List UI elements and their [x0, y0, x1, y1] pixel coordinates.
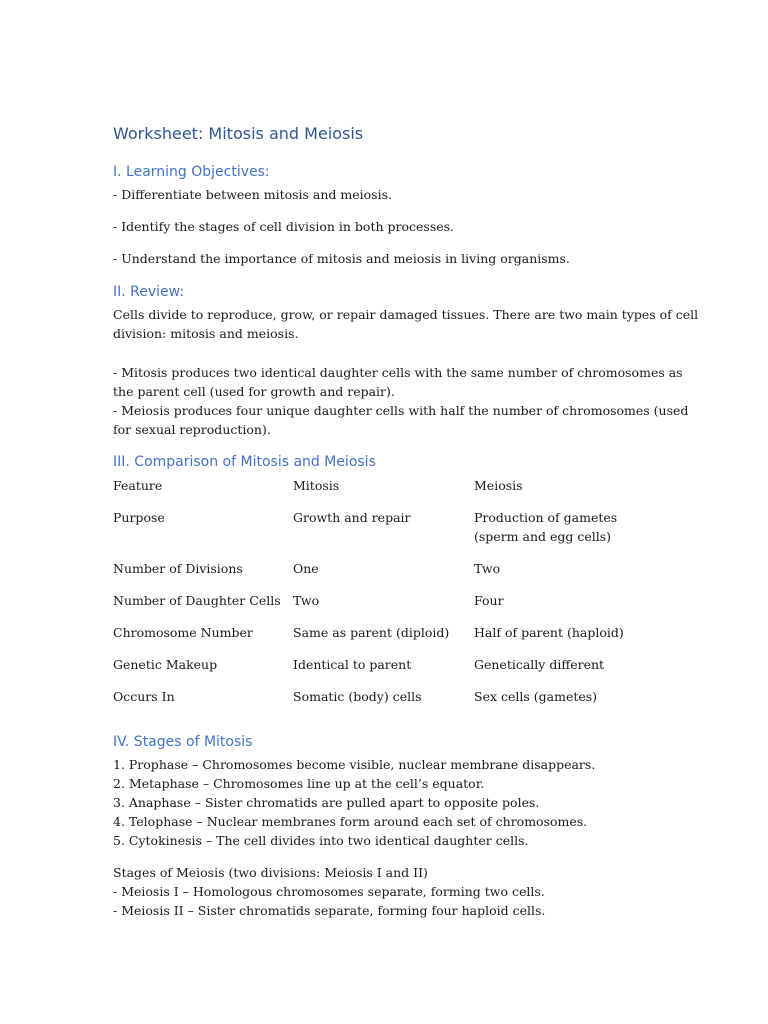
table-cell: (sperm and egg cells)	[474, 529, 612, 544]
table-cell: Somatic (body) cells	[293, 689, 422, 704]
table-cell: Occurs In	[113, 689, 175, 704]
header-cell-meiosis: Meiosis	[474, 478, 523, 493]
table-cell: Genetically different	[474, 657, 605, 672]
objective-item: - Identify the stages of cell division in both processes.	[113, 219, 455, 234]
table-cell: Production of gametes	[474, 510, 618, 525]
review-mitosis-line: - Mitosis produces two identical daughter cells with the same number of chromosomes as	[113, 365, 683, 380]
review-meiosis-line: - Meiosis produces four unique daughter cells with half the number of chromosomes (used	[113, 403, 689, 418]
page-title: Worksheet: Mitosis and Meiosis	[113, 124, 364, 143]
table-cell: Two	[293, 593, 320, 608]
table-cell: Genetic Makeup	[113, 657, 218, 672]
review-heading: II. Review:	[113, 284, 185, 300]
meiosis-stage-item: - Meiosis I – Homologous chromosomes separate, forming two cells.	[113, 884, 545, 899]
mitosis-stage-item: 3. Anaphase – Sister chromatids are pulled apart to opposite poles.	[113, 795, 540, 810]
mitosis-stage-item: 5. Cytokinesis – The cell divides into two identical daughter cells.	[113, 833, 529, 848]
table-cell: Sex cells (gametes)	[474, 689, 598, 704]
mitosis-stage-item: 2. Metaphase – Chromosomes line up at the cell’s equator.	[113, 776, 485, 791]
table-cell: Growth and repair	[293, 510, 411, 525]
mitosis-stages-heading: IV. Stages of Mitosis	[113, 734, 253, 750]
table-cell: Number of Daughter Cells	[113, 593, 281, 608]
meiosis-stages-intro: Stages of Meiosis (two divisions: Meiosis I and II)	[113, 865, 428, 880]
meiosis-stage-item: - Meiosis II – Sister chromatids separate, forming four haploid cells.	[113, 903, 546, 918]
objective-item: - Differentiate between mitosis and meiosis.	[113, 187, 392, 202]
table-cell: Number of Divisions	[113, 561, 243, 576]
table-cell: Chromosome Number	[113, 625, 253, 640]
table-cell: Purpose	[113, 510, 165, 525]
objective-item: - Understand the importance of mitosis and meiosis in living organisms.	[113, 251, 570, 266]
header-cell-mitosis: Mitosis	[293, 478, 340, 493]
table-cell: One	[293, 561, 319, 576]
table-cell: Identical to parent	[293, 657, 412, 672]
review-meiosis-line: for sexual reproduction).	[113, 422, 271, 437]
table-cell: Same as parent (diploid)	[293, 625, 450, 640]
objectives-heading: I. Learning Objectives:	[113, 164, 270, 180]
mitosis-stage-item: 1. Prophase – Chromosomes become visible, nuclear membrane disappears.	[113, 757, 596, 772]
comparison-heading: III. Comparison of Mitosis and Meiosis	[113, 454, 376, 470]
mitosis-stage-item: 4. Telophase – Nuclear membranes form around each set of chromosomes.	[113, 814, 588, 829]
header-cell-feature: Feature	[113, 478, 163, 493]
table-cell: Two	[474, 561, 501, 576]
review-intro-line: Cells divide to reproduce, grow, or repair damaged tissues. There are two main types of cell	[113, 307, 699, 322]
review-intro-line: division: mitosis and meiosis.	[113, 326, 299, 341]
table-cell: Four	[474, 593, 504, 608]
table-cell: Half of parent (haploid)	[474, 625, 624, 640]
review-mitosis-line: the parent cell (used for growth and repair).	[113, 384, 395, 399]
